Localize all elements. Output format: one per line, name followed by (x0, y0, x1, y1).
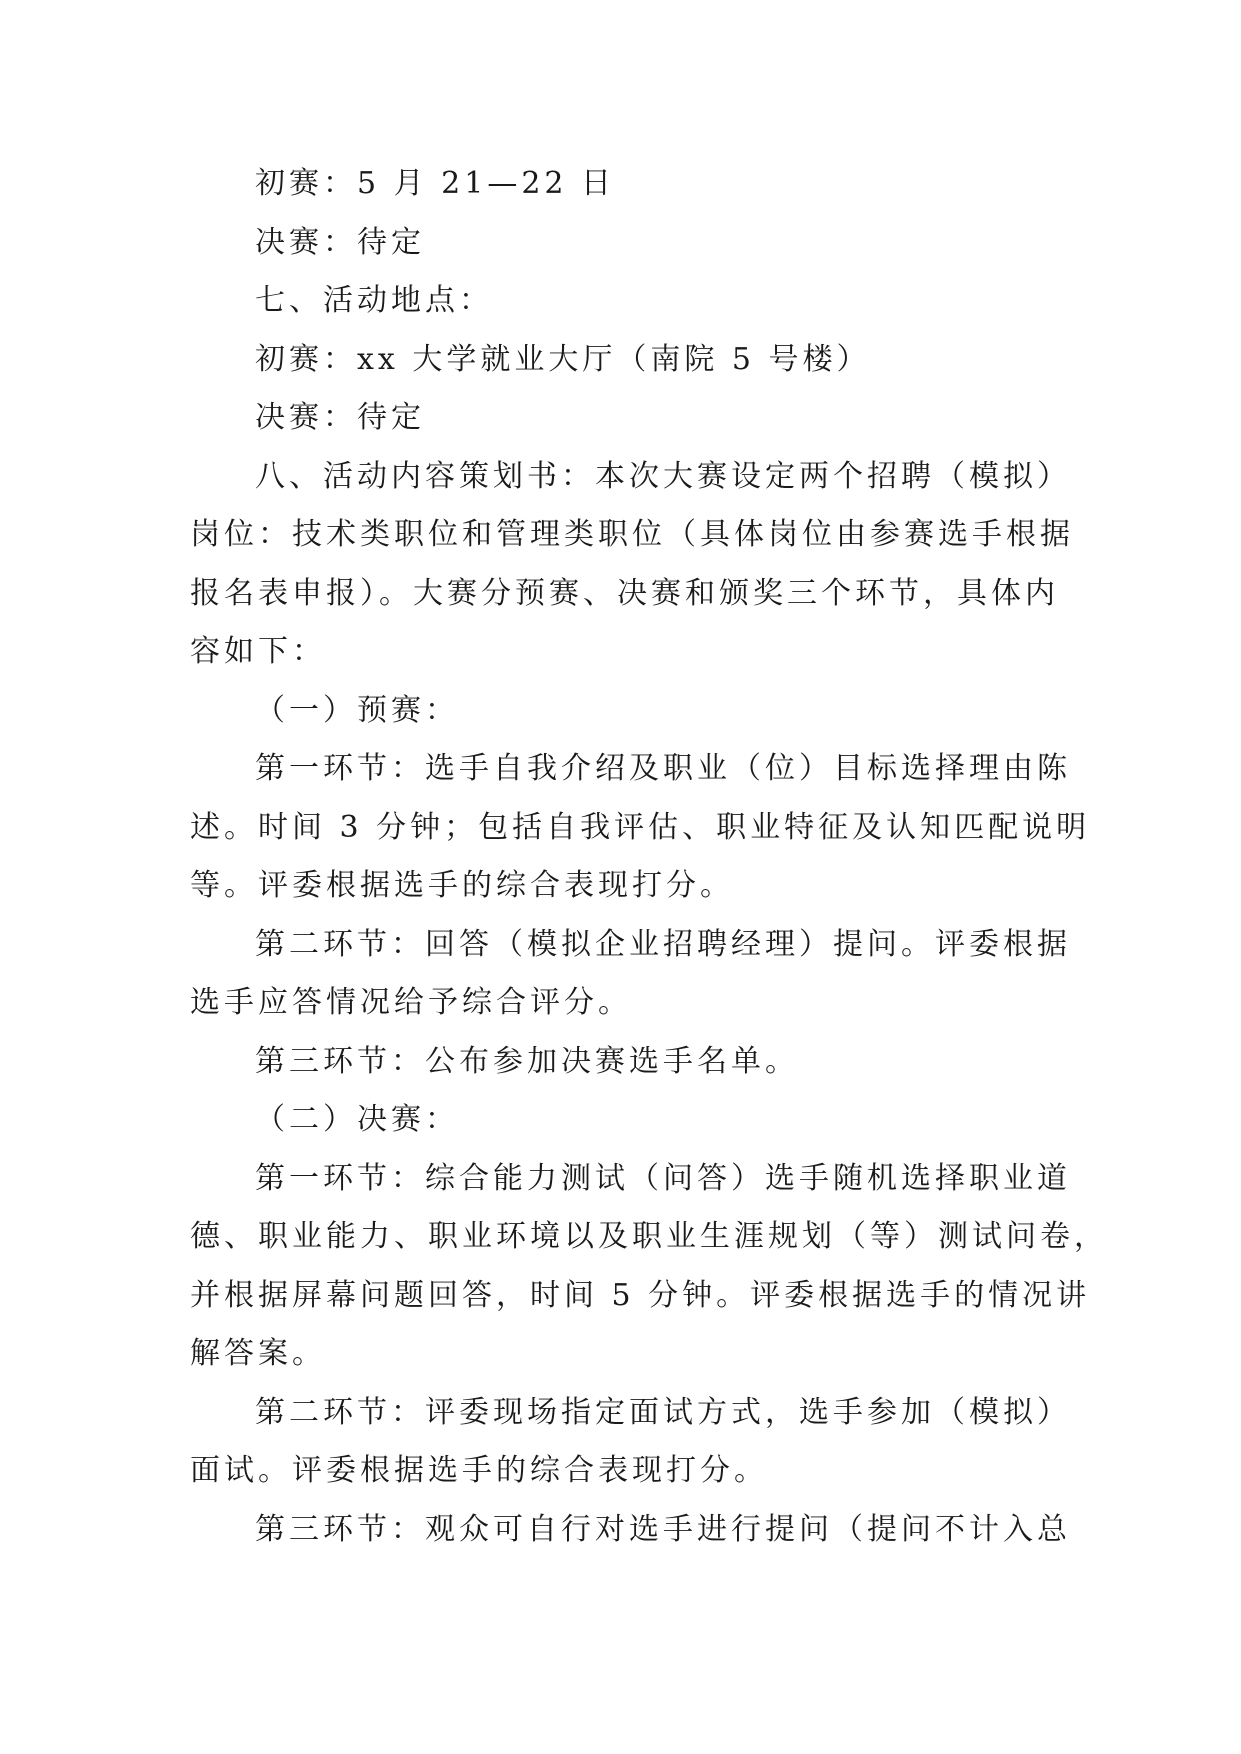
subsection-heading: （二）决赛： (255, 1102, 459, 1137)
text-line: 初赛：xx 大学就业大厅（南院 5 号楼） (255, 341, 871, 377)
text-line: 并根据屏幕问题回答，时间 5 分钟。评委根据选手的情况讲 (190, 1277, 1091, 1313)
text-line: 述。时间 3 分钟；包括自我评估、职业特征及认知匹配说明 (190, 809, 1091, 845)
text-line: 第二环节：评委现场指定面试方式，选手参加（模拟） (255, 1394, 1071, 1430)
text-line: 决赛：待定 (255, 224, 425, 260)
subsection-heading: （一）预赛： (255, 692, 459, 728)
text-line: 第一环节：选手自我介绍及职业（位）目标选择理由陈 (255, 751, 1071, 786)
section-heading: 七、活动地点： (255, 283, 493, 318)
document-body (190, 155, 1108, 1559)
text-line: 岗位：技术类职位和管理类职位（具体岗位由参赛选手根据 (190, 517, 1074, 552)
text-line: 面试。评委根据选手的综合表现打分。 (190, 1453, 768, 1488)
text-line: 决赛：待定 (255, 400, 425, 435)
text-line: 第二环节：回答（模拟企业招聘经理）提问。评委根据 (255, 926, 1071, 962)
text-line: 解答案。 (190, 1336, 326, 1371)
text-line: 选手应答情况给予综合评分。 (190, 985, 632, 1020)
text-line: 初赛：5 月 21—22 日 (255, 166, 616, 201)
section-heading: 八、活动内容策划书：本次大赛设定两个招聘（模拟） (255, 458, 1071, 494)
text-line: 第一环节：综合能力测试（问答）选手随机选择职业道 (255, 1160, 1071, 1196)
text-line: 等。评委根据选手的综合表现打分。 (190, 868, 734, 903)
text-line: 容如下： (190, 634, 326, 669)
text-line: 德、职业能力、职业环境以及职业生涯规划（等）测试问卷， (190, 1219, 1108, 1254)
text-line: 第三环节：公布参加决赛选手名单。 (255, 1043, 799, 1079)
text-line: 报名表申报）。大赛分预赛、决赛和颁奖三个环节，具体内 (190, 575, 1059, 611)
text-line: 第三环节：观众可自行对选手进行提问（提问不计入总 (255, 1511, 1071, 1547)
